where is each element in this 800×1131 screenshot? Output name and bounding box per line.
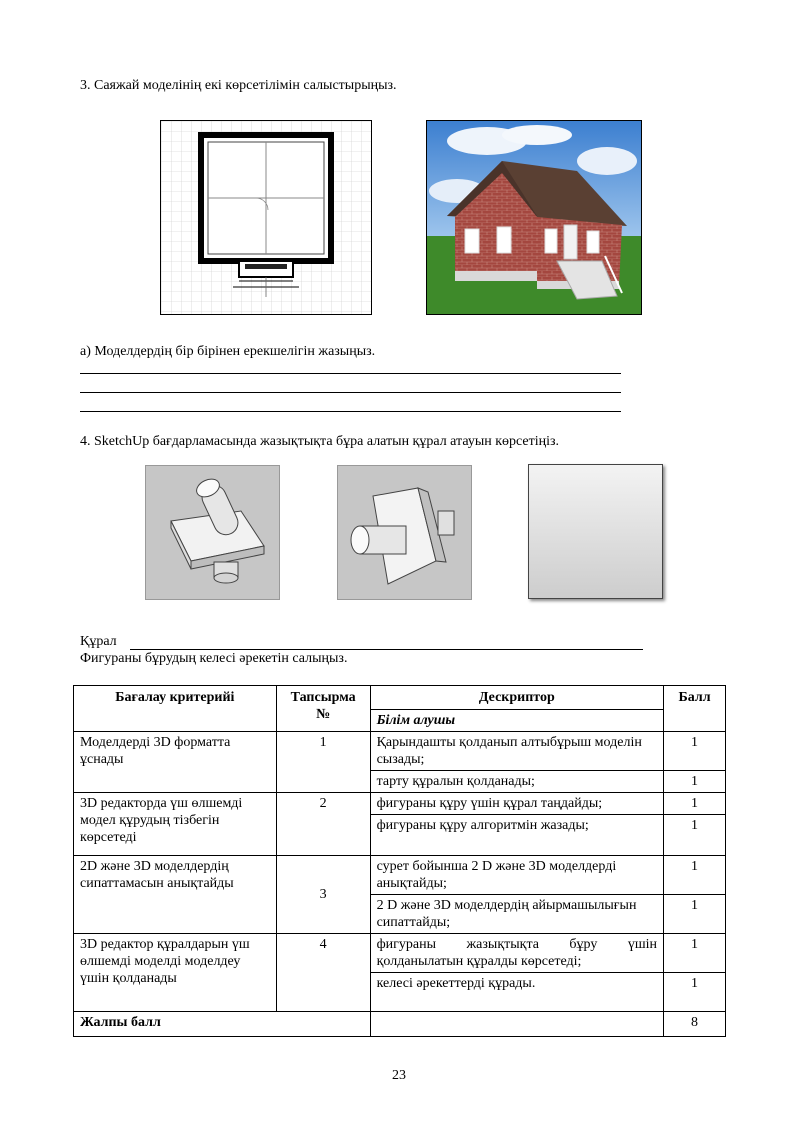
house-3d-image bbox=[426, 120, 642, 315]
floor-plan-image bbox=[160, 120, 372, 315]
descriptor-3b: 2 D және 3D моделдердің айырмашылығын сипаттайды; bbox=[370, 895, 663, 934]
descriptor-4a-line1: фигураны жазықтықта бұру үшін bbox=[376, 937, 658, 952]
score-3a: 1 bbox=[664, 856, 726, 895]
answer-line-1 bbox=[80, 373, 621, 374]
score-4b: 1 bbox=[664, 973, 726, 1012]
score-2a: 1 bbox=[664, 793, 726, 815]
criterion-2: 3D редакторда үш өлшемді модел құрудың тізбегін көрсетеді bbox=[74, 793, 277, 856]
descriptor-2b: фигураны құру алгоритмін жазады; bbox=[370, 815, 663, 856]
total-label: Жалпы балл bbox=[74, 1012, 371, 1037]
task-4: 4 bbox=[276, 934, 370, 1012]
criterion-4: 3D редактор құралдарын үш өлшемді моделді моделдеу үшін қолданады bbox=[74, 934, 277, 1012]
task-3: 3 bbox=[276, 856, 370, 934]
descriptor-2a: фигураны құру үшін құрал таңдайды; bbox=[370, 793, 663, 815]
score-1a: 1 bbox=[664, 732, 726, 771]
total-empty-cell bbox=[370, 1012, 663, 1037]
header-descriptor: Дескриптор bbox=[370, 686, 663, 710]
header-task: Тапсырма № bbox=[276, 686, 370, 732]
descriptor-4b: келесі әрекеттерді құрады. bbox=[370, 973, 663, 1012]
criterion-3: 2D және 3D моделдердің сипаттамасын анықтайды bbox=[74, 856, 277, 934]
question-3a-text: а) Моделдердің бір бірінен ерекшелігін жазыңыз. bbox=[80, 344, 376, 359]
header-learner: Білім алушы bbox=[370, 710, 663, 732]
page-number: 23 bbox=[392, 1068, 406, 1083]
answer-drawing-box[interactable] bbox=[528, 464, 663, 599]
task-1: 1 bbox=[276, 732, 370, 793]
question-3-title: 3. Саяжай моделінің екі көрсетілімін салыстырыңыз. bbox=[80, 78, 397, 93]
task-2: 2 bbox=[276, 793, 370, 856]
score-1b: 1 bbox=[664, 771, 726, 793]
assessment-table bbox=[73, 685, 726, 1037]
score-4a: 1 bbox=[664, 934, 726, 973]
criterion-1: Моделдерді 3D форматта ұснады bbox=[74, 732, 277, 793]
answer-line-3 bbox=[80, 411, 621, 412]
total-score: 8 bbox=[664, 1012, 726, 1037]
header-criteria: Бағалау критерийі bbox=[74, 686, 277, 732]
descriptor-3a: сурет бойынша 2 D және 3D моделдерді анықтайды; bbox=[370, 856, 663, 895]
instruction-text: Фигураны бұрудың келесі әрекетін салыңыз. bbox=[80, 651, 348, 666]
tool-label: Құрал bbox=[80, 634, 117, 649]
score-2b: 1 bbox=[664, 815, 726, 856]
question-4-title: 4. SketchUp бағдарламасында жазықтықта бұра алатын құрал атауын көрсетіңіз. bbox=[80, 434, 560, 449]
rotate-figure-1 bbox=[145, 465, 280, 600]
descriptor-4a-line2: қолданылатын құралды көрсетеді; bbox=[376, 954, 582, 969]
descriptor-4a bbox=[370, 934, 663, 973]
answer-line-2 bbox=[80, 392, 621, 393]
tool-answer-line[interactable] bbox=[130, 649, 643, 650]
rotate-figure-2 bbox=[337, 465, 472, 600]
score-3b: 1 bbox=[664, 895, 726, 934]
descriptor-1a: Қарындашты қолданып алтыбұрыш моделін сызады; bbox=[370, 732, 663, 771]
header-score: Балл bbox=[664, 686, 726, 732]
descriptor-1b: тарту құралын қолданады; bbox=[370, 771, 663, 793]
